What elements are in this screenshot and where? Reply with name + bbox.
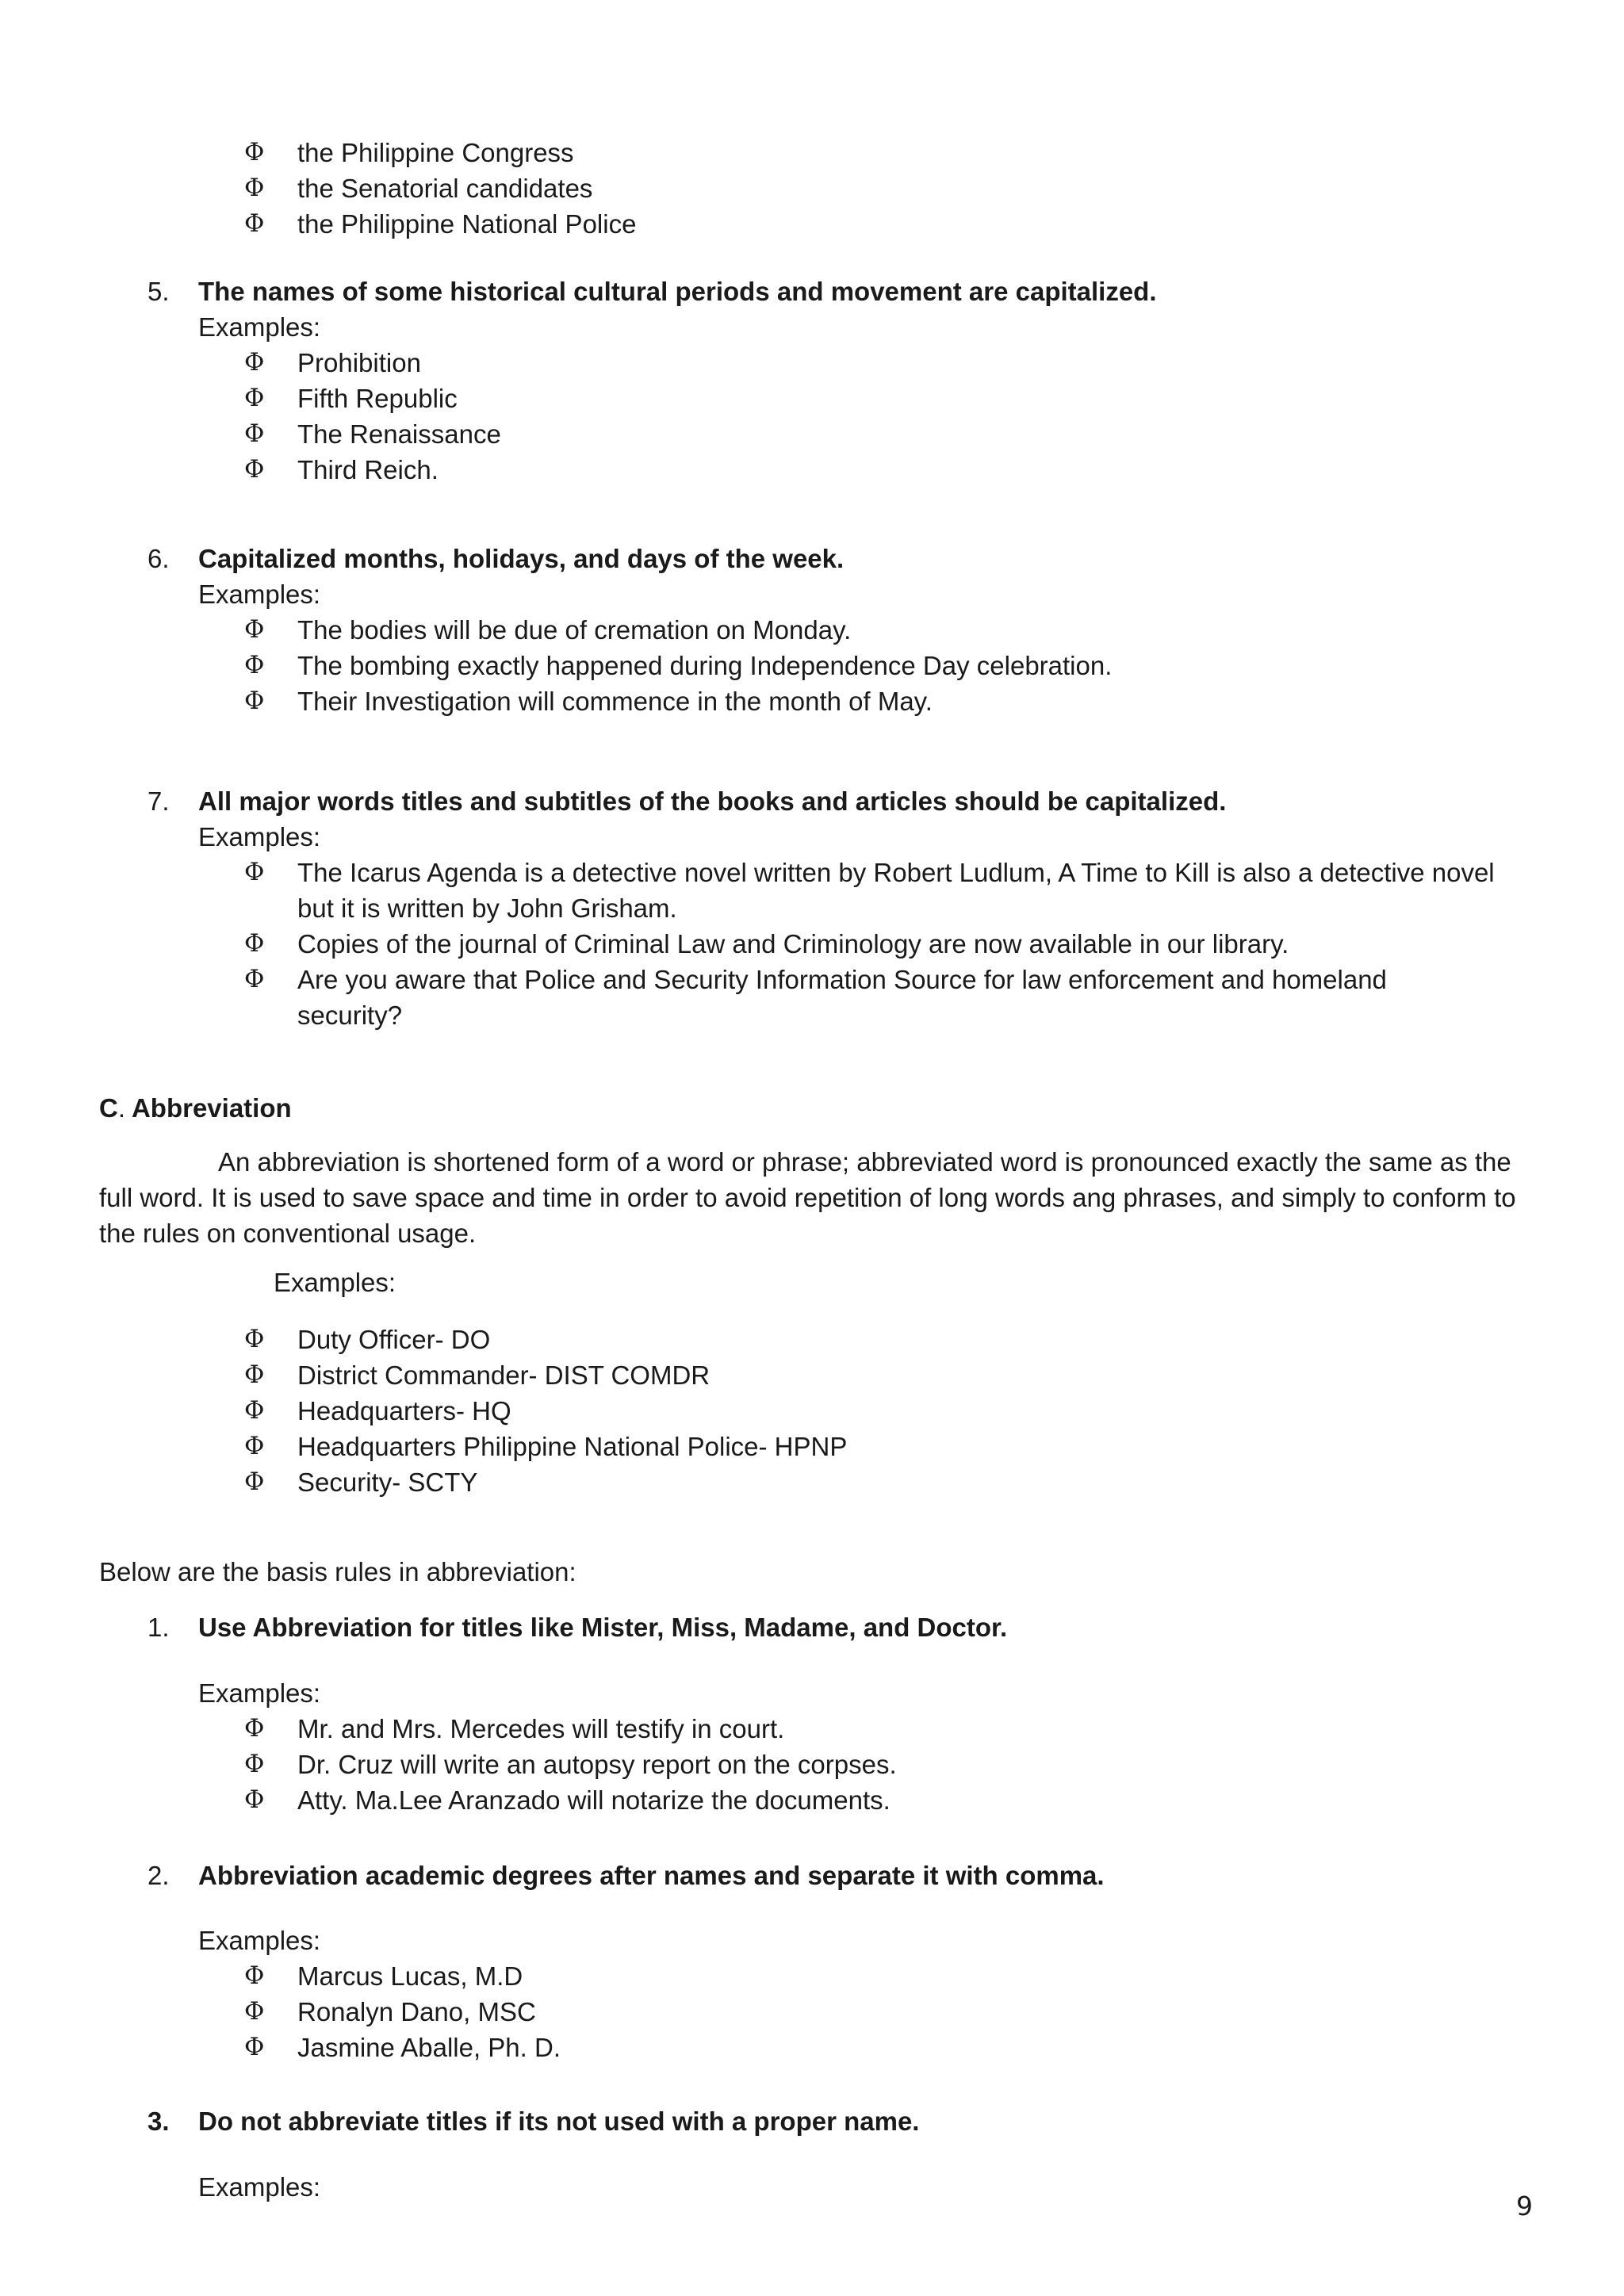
- phi-bullet-icon: Φ: [244, 1785, 265, 1814]
- list-item: Φ District Commander- DIST COMDR: [0, 1357, 1624, 1393]
- examples-label: Examples:: [198, 822, 321, 851]
- phi-bullet-icon: Φ: [244, 174, 265, 202]
- list-item: Φ Headquarters Philippine National Police- HPNP: [0, 1429, 1624, 1464]
- phi-bullet-icon: Φ: [244, 1468, 265, 1496]
- phi-bullet-icon: Φ: [244, 1396, 265, 1425]
- phi-bullet-icon: Φ: [244, 858, 265, 886]
- examples-label: Examples:: [198, 580, 321, 609]
- phi-bullet-icon: Φ: [244, 209, 265, 238]
- list-item: Φ Ronalyn Dano, MSC: [0, 1994, 1624, 2030]
- abbr-rule-3: 3. Do not abbreviate titles if its not used with a proper name.: [147, 2107, 920, 2136]
- phi-bullet-icon: Φ: [244, 687, 265, 715]
- rule-heading: Use Abbreviation for titles like Mister, Miss, Madame, and Doctor.: [198, 1613, 1008, 1642]
- list-item: Φ the Philippine Congress: [0, 135, 1624, 170]
- rule-6: 6. Capitalized months, holidays, and days of the week. Examples: Φ The bodies will be due of cremation on Monday. Φ The bombing exactly happened during Independence Day celebration. Φ Their Investigation will commence in the month of May.: [0, 541, 1624, 719]
- examples-label: Examples:: [198, 2172, 321, 2202]
- list-item: Φ The Renaissance: [0, 416, 1624, 452]
- rule-heading: All major words titles and subtitles of the books and articles should be capitalized.: [198, 786, 1227, 816]
- list-item: Φ Marcus Lucas, M.D: [0, 1958, 1624, 1994]
- rule-5: 5. The names of some historical cultural periods and movement are capitalized. Examples: Φ Prohibition Φ Fifth Republic Φ The Renaissance Φ Third Reich.: [0, 274, 1624, 488]
- abbr-rule-2: 2. Abbreviation academic degrees after names and separate it with comma.: [147, 1861, 1105, 1890]
- phi-bullet-icon: Φ: [244, 1750, 265, 1778]
- phi-bullet-icon: Φ: [244, 651, 265, 679]
- list-item: Φ Duty Officer- DO: [0, 1322, 1624, 1357]
- list-item: Φ Security- SCTY: [0, 1464, 1624, 1500]
- section-heading: [0, 1090, 1624, 1126]
- list-item: Φ The Icarus Agenda is a detective novel written by Robert Ludlum, A Time to Kill is also a detective novel but it is written by John Grisham.: [0, 855, 1624, 926]
- phi-bullet-icon: Φ: [244, 1714, 265, 1743]
- phi-bullet-icon: Φ: [244, 138, 265, 166]
- list-item: Φ Prohibition: [0, 345, 1624, 381]
- list-item: Φ The bodies will be due of cremation on Monday.: [0, 612, 1624, 648]
- page-number: 9: [1516, 2191, 1533, 2221]
- list-item: Φ the Philippine National Police: [0, 206, 1624, 242]
- abbreviation-paragraph: An abbreviation is shortened form of a word or phrase; abbreviated word is pronounced exactly the same as the full word. It is used to save space and time in order to avoid repetition of long words ang phrases, and simply to conform to the rules on conventional usage.: [99, 1147, 1516, 1248]
- list-item: Φ Are you aware that Police and Security Information Source for law enforcement and homeland security?: [0, 962, 1624, 1033]
- list-item: Φ Their Investigation will commence in the month of May.: [0, 683, 1624, 719]
- rule-heading: Do not abbreviate titles if its not used with a proper name.: [198, 2107, 920, 2136]
- list-item: Φ Mr. and Mrs. Mercedes will testify in court.: [0, 1711, 1624, 1747]
- phi-bullet-icon: Φ: [244, 615, 265, 644]
- phi-bullet-icon: Φ: [244, 1360, 265, 1389]
- phi-bullet-icon: Φ: [244, 348, 265, 377]
- rule-7: 7. All major words titles and subtitles of the books and articles should be capitalized. Examples: Φ The Icarus Agenda is a detective novel written by Robert Ludlum, A Time to Kill is also a detective novel but it is written by John Grisham. Φ Copies of the journal of Criminal Law and Criminology are now available in our library. Φ Are you aware that Police and Security Information Source for law enforcement and homeland security?: [0, 783, 1624, 1033]
- list-item: Φ Atty. Ma.Lee Aranzado will notarize the documents.: [0, 1782, 1624, 1818]
- phi-bullet-icon: Φ: [244, 1432, 265, 1460]
- phi-bullet-icon: Φ: [244, 419, 265, 448]
- rule-heading: Abbreviation academic degrees after names and separate it with comma.: [198, 1861, 1105, 1890]
- phi-bullet-icon: Φ: [244, 1997, 265, 2026]
- list-item: Φ Headquarters- HQ: [0, 1393, 1624, 1429]
- rule-heading: Capitalized months, holidays, and days of the week.: [198, 544, 845, 573]
- list-item: Φ Third Reich.: [0, 452, 1624, 488]
- list-item: Φ Copies of the journal of Criminal Law and Criminology are now available in our library.: [0, 926, 1624, 962]
- abbr-rule-1: 1. Use Abbreviation for titles like Mister, Miss, Madame, and Doctor.: [147, 1613, 1008, 1642]
- rule-heading: The names of some historical cultural periods and movement are capitalized.: [198, 277, 1157, 306]
- examples-label: Examples:: [198, 312, 321, 342]
- section-title-text: . Abbreviation: [117, 1093, 292, 1123]
- phi-bullet-icon: Φ: [244, 929, 265, 958]
- section-abbreviation: [0, 1090, 1624, 1126]
- list-item: Φ Fifth Republic: [0, 381, 1624, 416]
- examples-label: Examples:: [198, 1926, 321, 1955]
- examples-label: Examples:: [198, 1678, 321, 1708]
- list-item: Φ Dr. Cruz will write an autopsy report on the corpses.: [0, 1747, 1624, 1782]
- phi-bullet-icon: Φ: [244, 1325, 265, 1353]
- phi-bullet-icon: Φ: [244, 384, 265, 412]
- basis-intro: Below are the basis rules in abbreviation:: [99, 1557, 576, 1586]
- abbreviation-examples: [0, 1265, 1624, 1300]
- phi-bullet-icon: Φ: [244, 455, 265, 484]
- list-item: Φ Jasmine Aballe, Ph. D.: [0, 2030, 1624, 2065]
- phi-bullet-icon: Φ: [244, 2033, 265, 2061]
- list-item: Φ The bombing exactly happened during Independence Day celebration.: [0, 648, 1624, 683]
- section-letter: C: [99, 1093, 118, 1123]
- continued-list: [0, 135, 1624, 242]
- list-item: Φ the Senatorial candidates: [0, 170, 1624, 206]
- phi-bullet-icon: Φ: [244, 1961, 265, 1990]
- phi-bullet-icon: Φ: [244, 965, 265, 993]
- examples-label: Examples:: [274, 1268, 396, 1297]
